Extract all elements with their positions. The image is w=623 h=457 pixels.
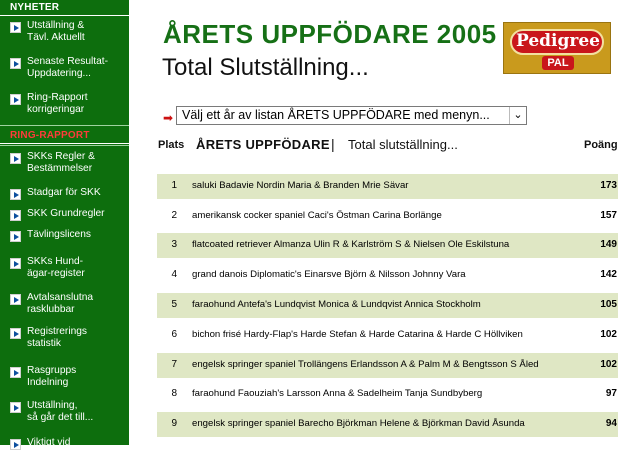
sidebar-item-label: Bestämmelser	[27, 163, 93, 174]
row-breeder: flatcoated retriever Almanza Ulin R & Karlström S & Nielsen Ole Eskilstuna	[192, 239, 510, 250]
sidebar-item-label: Viktigt vid	[27, 437, 71, 448]
arrow-icon	[10, 328, 21, 339]
table-row	[157, 204, 618, 229]
logo-sub: PAL	[542, 56, 574, 70]
sidebar-item-label: Tävl. Aktuellt	[27, 32, 85, 43]
sidebar-item-label: SKKs Hund-	[27, 256, 84, 267]
row-breeder: saluki Badavie Nordin Maria & Branden Mrie Sävar	[192, 180, 409, 191]
sidebar-item-label: Avtalsanslutna	[27, 292, 94, 303]
sidebar-item-label: ägar-register	[27, 268, 85, 279]
sidebar-item-utstallning[interactable]	[0, 17, 129, 53]
sidebar-item-label: Uppdatering...	[27, 68, 91, 79]
row-breeder: engelsk springer spaniel Barecho Björkman Helene & Björkman David Åsunda	[192, 418, 525, 429]
row-breeder: amerikansk cocker spaniel Caci's Östman Carina Borlänge	[192, 210, 442, 221]
sidebar-item-rasgrupps[interactable]	[0, 362, 129, 397]
sidebar-item-label: SKK Grundregler	[27, 208, 105, 219]
sidebar	[0, 0, 129, 448]
table-row	[157, 323, 618, 348]
arrow-icon	[10, 294, 21, 305]
row-rank: 1	[171, 180, 177, 191]
arrow-icon	[10, 153, 21, 164]
row-rank: 9	[171, 418, 177, 429]
row-points: 142	[600, 269, 617, 280]
sidebar-item-tavlingslicens[interactable]	[0, 226, 129, 253]
arrow-icon	[10, 402, 21, 413]
arrow-icon	[10, 258, 21, 269]
pedigree-pal-logo[interactable]	[503, 22, 611, 74]
sidebar-item-label: Utställning &	[27, 20, 85, 31]
arrow-icon	[10, 231, 21, 242]
logo-name: Pedigree	[516, 31, 600, 51]
year-select[interactable]	[176, 106, 527, 125]
sidebar-section-ring-rapport: RING-RAPPORT	[0, 128, 129, 144]
row-points: 105	[600, 299, 617, 310]
sidebar-item-grundregler[interactable]	[0, 205, 129, 226]
arrow-icon	[10, 189, 21, 200]
row-rank: 5	[171, 299, 177, 310]
divider	[0, 125, 129, 126]
sidebar-item-label: Tävlingslicens	[27, 229, 91, 240]
sidebar-item-label: statistik	[27, 338, 61, 349]
row-breeder: grand danois Diplomatic's Einarsve Björn & Nilsson Johnny Vara	[192, 269, 466, 280]
sidebar-item-avtalsanslutna[interactable]	[0, 289, 129, 323]
sidebar-item-label: Senaste Resultat-	[27, 56, 108, 67]
sidebar-item-label: SKKs Regler &	[27, 151, 95, 162]
row-rank: 8	[171, 388, 177, 399]
table-row	[157, 412, 618, 437]
row-rank: 2	[171, 210, 177, 221]
row-breeder: faraohund Faouziah's Larsson Anna & Sadelheim Tanja Sundbyberg	[192, 388, 483, 399]
arrow-icon	[10, 58, 21, 69]
sidebar-item-senaste-resultat[interactable]	[0, 53, 129, 89]
row-points: 102	[600, 329, 617, 340]
table-row	[157, 353, 618, 378]
sidebar-item-label: Registrerings	[27, 326, 88, 337]
row-points: 157	[600, 210, 617, 221]
page-title: ÅRETS UPPFÖDARE 2005	[163, 19, 497, 49]
row-points: 102	[600, 359, 617, 370]
column-header-plats: Plats	[158, 139, 185, 151]
sidebar-item-label: korrigeringar	[27, 104, 85, 115]
sidebar-item-label: rasklubbar	[27, 304, 75, 315]
sidebar-item-hundagarregister[interactable]	[0, 253, 129, 289]
arrow-icon	[10, 94, 21, 105]
row-breeder: engelsk springer spaniel Trollängens Erlandsson A & Palm M & Bengtsson S Åled	[192, 359, 539, 370]
row-rank: 6	[171, 329, 177, 340]
sidebar-item-label: Rasgrupps	[27, 365, 77, 376]
row-points: 97	[605, 388, 617, 399]
row-rank: 3	[171, 239, 177, 250]
row-rank: 7	[171, 359, 177, 370]
sidebar-section-nyheter: NYHETER	[0, 0, 129, 16]
sidebar-item-label: Utställning,	[27, 400, 78, 411]
divider	[0, 145, 129, 146]
sidebar-item-utstallning-sa-gar[interactable]	[0, 397, 129, 434]
arrow-icon	[10, 210, 21, 221]
row-points: 149	[600, 239, 617, 250]
row-points: 173	[600, 180, 617, 191]
arrow-icon	[10, 22, 21, 33]
arrow-right-icon: ➡	[163, 111, 174, 125]
table-row	[157, 263, 618, 288]
sidebar-item-skks-regler[interactable]	[0, 148, 129, 184]
row-breeder: bichon frisé Hardy-Flap's Harde Stefan & Harde Catarina & Harde C Höllviken	[192, 329, 523, 340]
page-subtitle: Total Slutställning...	[162, 54, 369, 81]
table-title-separator: |	[331, 136, 335, 152]
sidebar-item-label: så går det till...	[27, 412, 94, 423]
arrow-icon	[10, 367, 21, 378]
sidebar-item-label: Ring-Rapport	[27, 92, 88, 103]
table-row	[157, 293, 618, 318]
sidebar-item-registrerings[interactable]	[0, 323, 129, 362]
sidebar-item-viktigt-vid[interactable]	[0, 434, 129, 457]
row-rank: 4	[171, 269, 177, 280]
sidebar-item-label: Indelning	[27, 377, 69, 388]
table-row	[157, 233, 618, 258]
row-points: 94	[605, 418, 617, 429]
table-subtitle: Total slutställning...	[348, 137, 458, 152]
sidebar-item-label: Stadgar för SKK	[27, 187, 101, 198]
sidebar-item-stadgar[interactable]	[0, 184, 129, 205]
sidebar-item-ring-rapport-korr[interactable]	[0, 89, 129, 124]
column-header-poang: Poäng	[584, 139, 618, 151]
table-row	[157, 174, 618, 199]
chevron-down-icon[interactable]: ⌄	[509, 107, 526, 124]
year-select-value: Välj ett år av listan ÅRETS UPPFÖDARE med menyn...	[182, 108, 490, 122]
table-title: ÅRETS UPPFÖDARE	[196, 137, 330, 152]
table-row	[157, 382, 618, 407]
row-breeder: faraohund Antefa's Lundqvist Monica & Lundqvist Annica Stockholm	[192, 299, 481, 310]
